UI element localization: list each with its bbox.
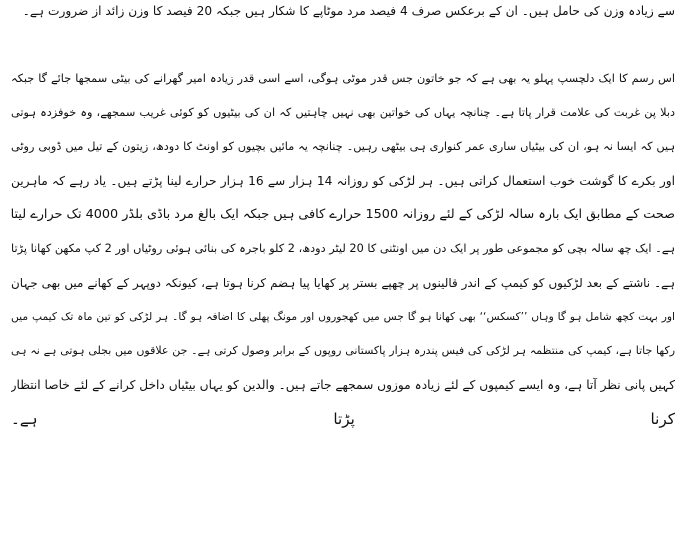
text-line-8: ہے۔ ناشتے کے بعد لڑکیوں کو کیمپ کے اندر قالینوں پر چھپے بستر پر کھایا پیا ہضم کرنا ہوتا ہے، کیونکہ دوپہر کے کھانے میں بھی جہان bbox=[11, 276, 675, 290]
text-line-9: اور بہت کچھ شامل ہو گا وہاں ’’کسکس‘‘ بھی کھانا ہو گا جس میں کھجوروں اور مونگ پھلی کا اضافہ ہو گا۔ ہر لڑکی کو تین ماہ تک کیمپ میں bbox=[11, 310, 675, 323]
text-line-6: صحت کے مطابق ایک بارہ سالہ لڑکی کے لئے روزانہ 1500 حرارے کافی ہیں جبکہ ایک بالغ مرد باڈی بلڈر 4000 تک حرارے لیتا bbox=[11, 207, 675, 222]
text-line-4: ہیں کہ ایسا نہ ہو، ان کی بیٹیاں ساری عمر کنواری ہی بیٹھی رہیں۔ چنانچہ یہ مائیں بچیوں کو اونٹ کا دودھ، زیتون کے تیل میں ڈوبی روٹی bbox=[11, 140, 675, 153]
text-line-14 bbox=[11, 476, 675, 502]
text-line-1: سے زیادہ وزن کی حامل ہیں۔ ان کے برعکس صرف 4 فیصد مرد موٹاپے کا شکار ہیں جبکہ 20 فیصد کا وزن زائد از ضرورت ہے۔ bbox=[22, 4, 675, 18]
text-line-12: کرنا پڑتا ہے۔ bbox=[11, 410, 675, 428]
text-line-10: رکھا جاتا ہے، کیمپ کی منتظمہ ہر لڑکی کی فیس پندرہ ہزار پاکستانی روپوں کے برابر وصول کرتی ہے۔ جن علاقوں میں بجلی ہوتی ہے نہ ہی bbox=[11, 344, 675, 357]
text-line-11: کہیں پانی نظر آتا ہے، وہ ایسے کیمپوں کے لئے زیادہ موزوں سمجھے جاتے ہیں۔ والدین کو یہاں بیٹیاں داخل کرانے کے لئے خاصا انتظار bbox=[11, 378, 675, 392]
text-line-13 bbox=[11, 442, 675, 468]
text-line-2: اس رسم کا ایک دلچسپ پہلو یہ بھی ہے کہ جو خاتون جس قدر موٹی ہوگی، اسے اسی قدر زیادہ امیر گھرانے کی بیٹی سمجھا جائے گا جبکہ bbox=[11, 72, 675, 85]
text-line-5: اور بکرے کا گوشت خوب استعمال کراتی ہیں۔ ہر لڑکی کو روزانہ 14 ہزار سے 16 ہزار حرارے لینا پڑتے ہیں۔ یاد رہے کہ ماہرین bbox=[11, 174, 675, 188]
text-line-7: ہے۔ ایک چھ سالہ بچی کو مجموعی طور پر ایک دن میں اونٹنی کا 20 لیٹر دودھ، 2 کلو باجرہ کی بنائی ہوئی روٹیاں اور 2 کپ مکھن کھانا پڑتا bbox=[11, 242, 675, 255]
text-line-3: دبلا پن غربت کی علامت قرار پاتا ہے۔ چنانچہ یہاں کی خواتین بھی نہیں چاہتیں کہ ان کی بیٹیوں کو کوئی غریب سمجھے، وہ خوفزدہ ہوتی bbox=[11, 106, 675, 119]
